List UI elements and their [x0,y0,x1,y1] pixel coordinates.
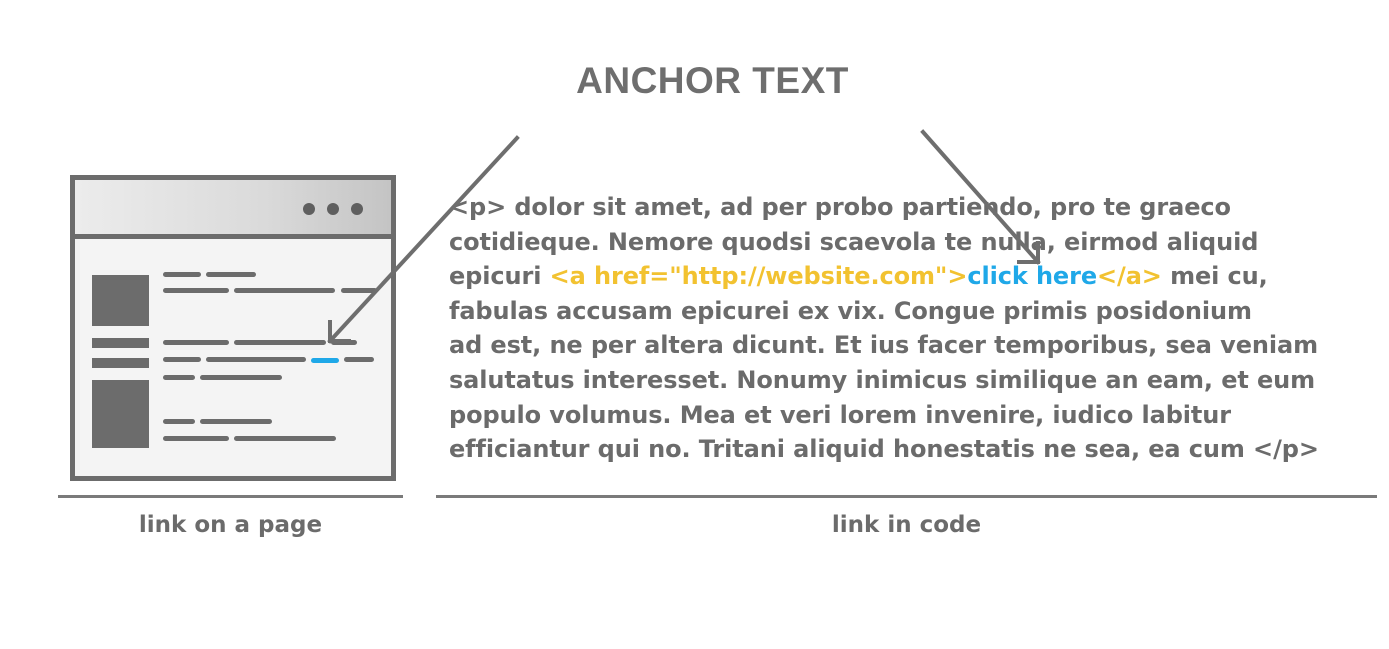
caption-link-in-code: link in code [831,512,982,538]
text-line-placeholder [163,419,195,424]
diagram-title: ANCHOR TEXT [576,60,849,101]
text-line-placeholder [163,357,201,362]
code-line: populo volumus. Mea et veri lorem invenire, iudico labitur [449,400,1231,429]
browser-title-bar [75,180,391,239]
code-line: ad est, ne per altera dicunt. Et ius facer temporibus, sea veniam [449,331,1318,360]
code-line: cotidieque. Nemore quodsi scaevola te nulla, eirmod aliquid [449,227,1259,256]
code-text: mei cu, [1161,262,1268,291]
text-line-placeholder [206,357,306,362]
text-line-placeholder [344,357,374,362]
text-line-placeholder [331,340,357,345]
window-dot-icon [303,203,315,215]
text-line-placeholder [234,288,335,293]
code-line: <p> dolor sit amet, ad per probo partiendo, pro te graeco [449,193,1231,221]
code-text: epicuri [449,262,550,291]
browser-mockup [70,175,396,481]
text-line-placeholder [234,436,336,441]
text-line-placeholder [163,340,229,345]
image-placeholder [92,380,149,448]
anchor-open-tag: <a href="http://website.com"> [549,262,968,291]
anchor-text: click here [967,262,1098,291]
right-divider [436,495,1377,498]
text-line-placeholder [200,419,272,424]
text-line-placeholder [163,288,229,293]
window-dot-icon [351,203,363,215]
link-placeholder [311,358,339,363]
image-placeholder [92,338,149,348]
code-line: efficiantur qui no. Tritani aliquid honestatis ne sea, ea cum </p> [449,435,1319,464]
image-placeholder [92,275,149,326]
text-line-placeholder [163,272,201,277]
text-line-placeholder [163,375,195,380]
image-placeholder [92,358,149,368]
code-paragraph [449,190,1319,467]
text-line-placeholder [341,288,377,293]
text-line-placeholder [206,272,256,277]
text-line-placeholder [234,340,326,345]
text-line-placeholder [200,375,282,380]
anchor-close-tag: </a> [1097,262,1162,291]
left-divider [58,495,403,498]
code-line: fabulas accusam epicurei ex vix. Congue primis posidonium [449,296,1252,325]
code-line: salutatus interesset. Nonumy inimicus similique an eam, et eum [449,365,1316,394]
window-dot-icon [327,203,339,215]
caption-link-on-page: link on a page [138,512,323,538]
code-line [449,259,1319,294]
text-line-placeholder [163,436,229,441]
